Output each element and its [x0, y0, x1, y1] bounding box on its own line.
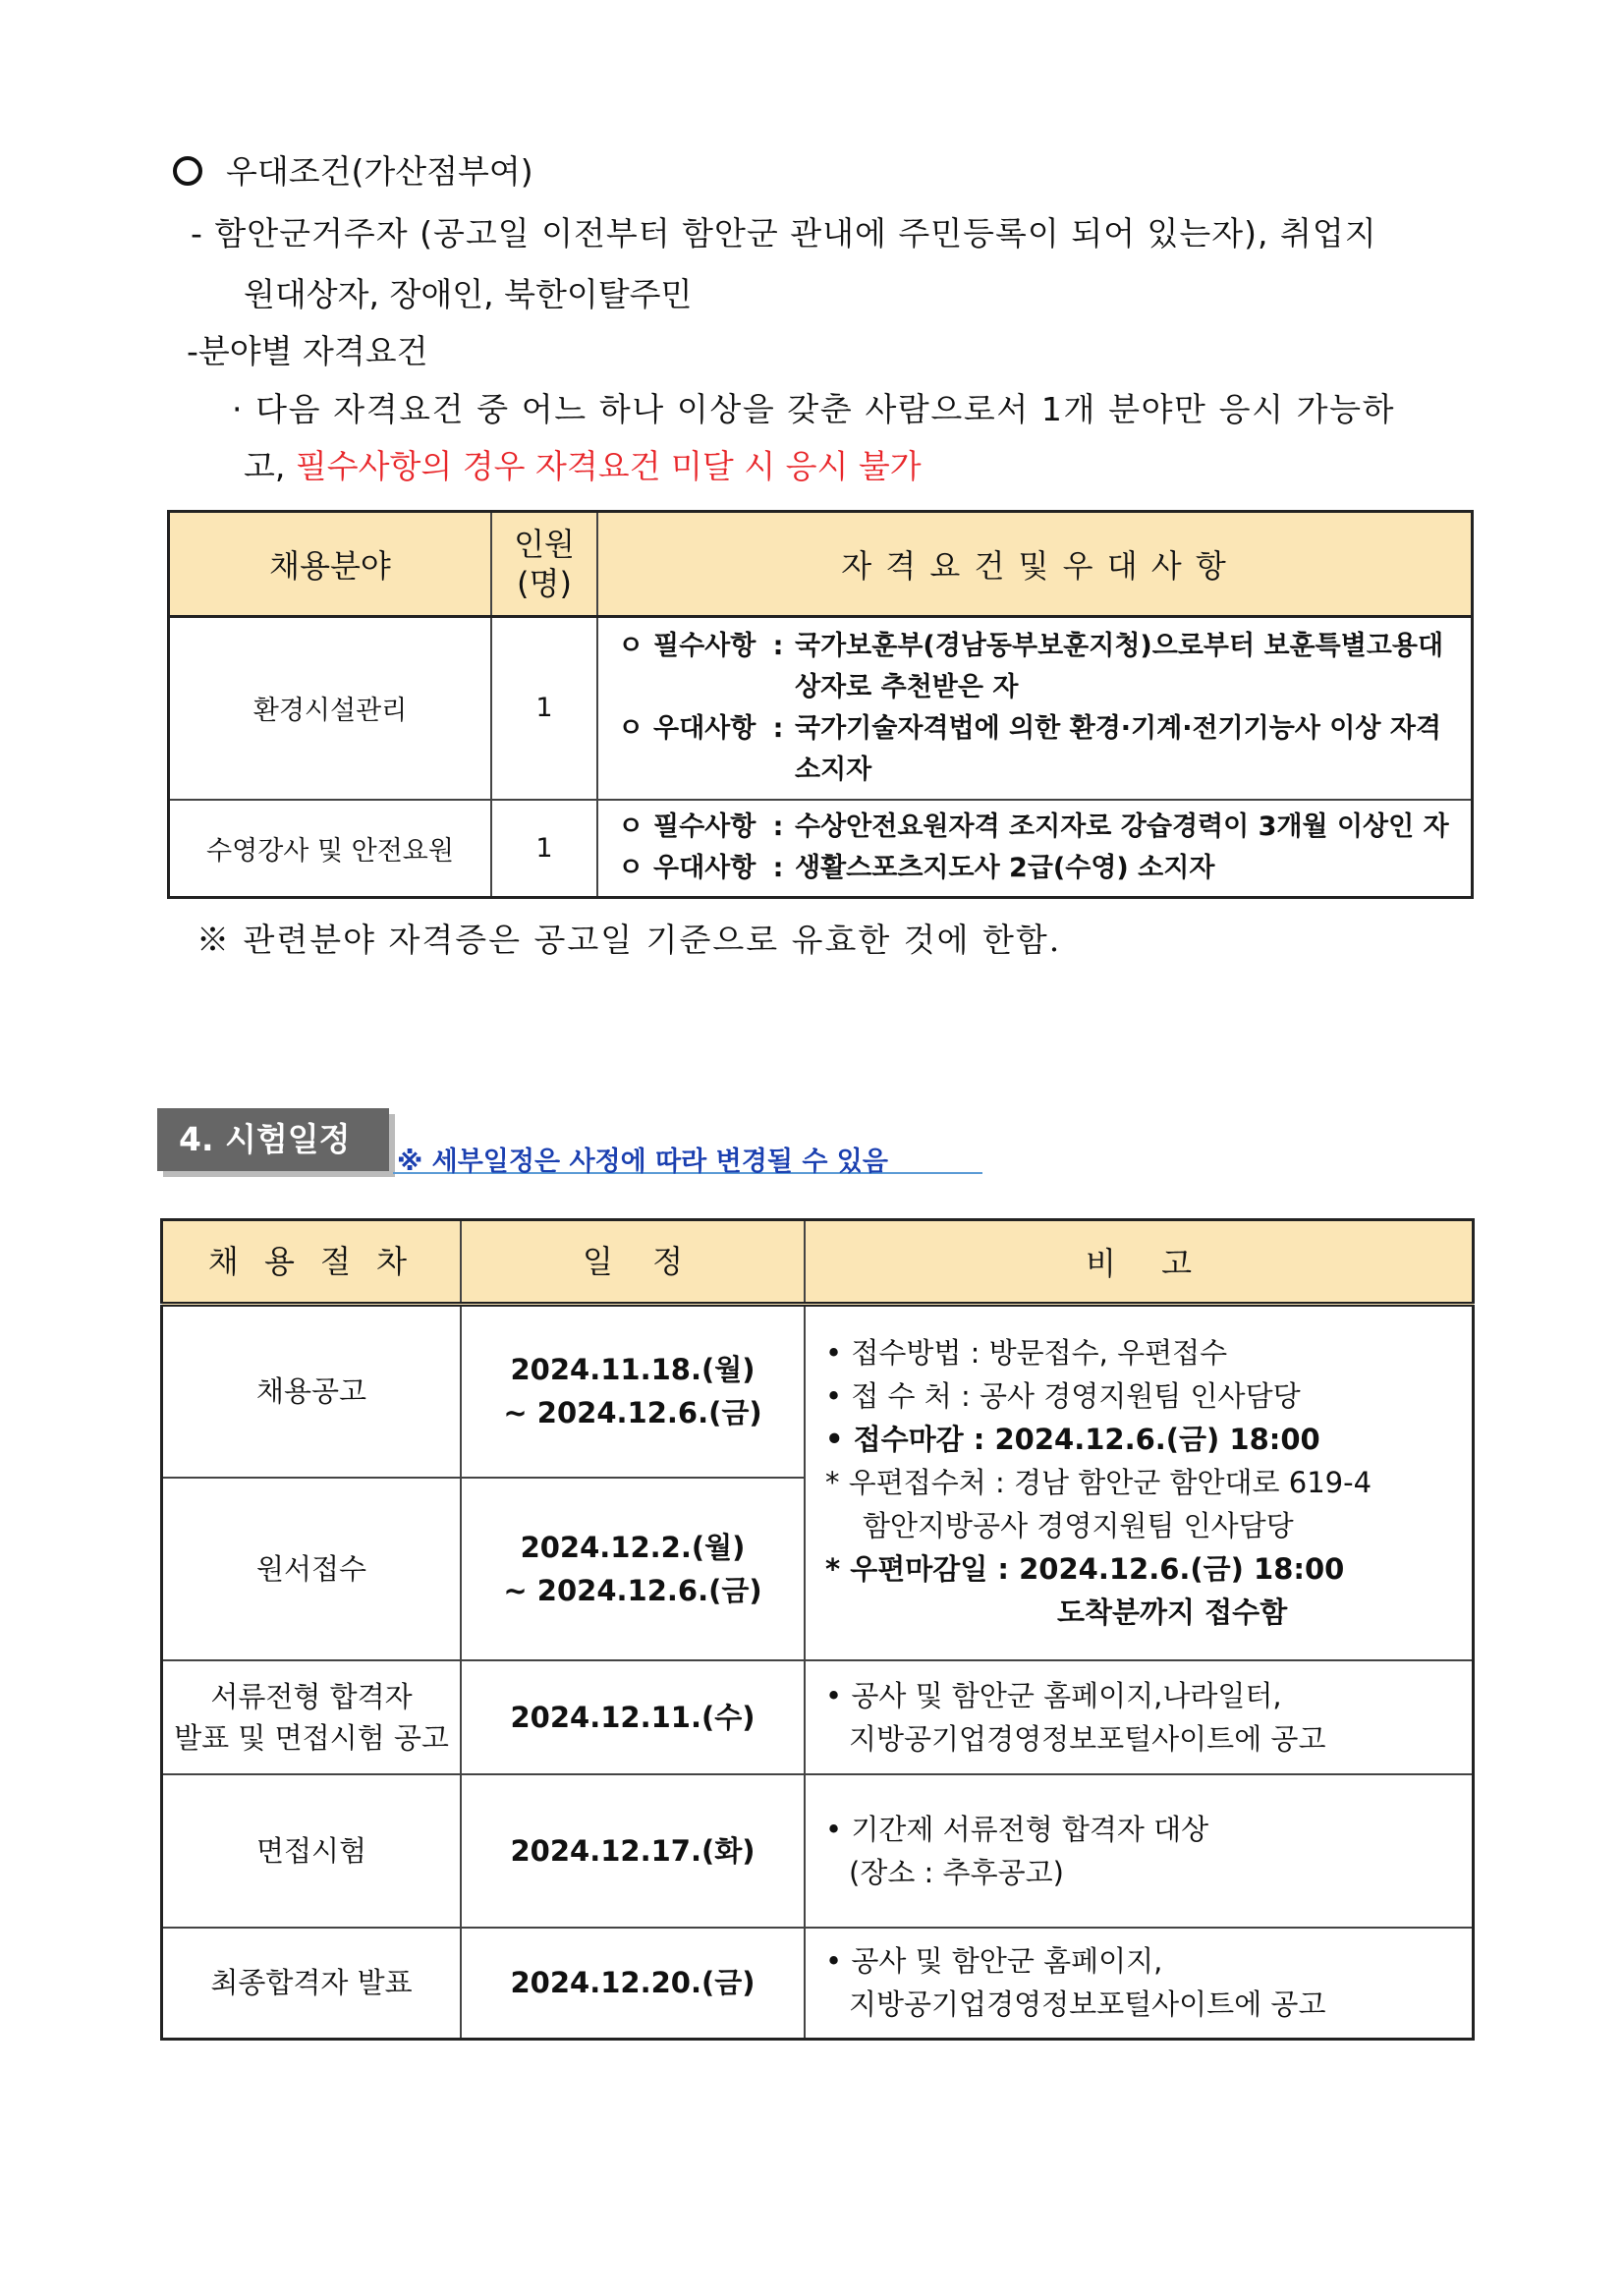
date-start: 2024.11.18.(월)	[510, 1353, 756, 1387]
date-end: ~ 2024.12.6.(금)	[503, 1396, 762, 1430]
preference-title: 우대조건(가산점부여)	[226, 152, 533, 191]
final-notes	[805, 1928, 1474, 2040]
note-line: 지방공기업경영정보포털사이트에 공고	[849, 1988, 1326, 2022]
requirement-sep: :	[772, 630, 784, 661]
note-line: 함안지방공사 경영지원팀 인사담당	[863, 1509, 1294, 1543]
bullet-icon: ㅇ	[618, 853, 644, 884]
field-count: 1	[491, 617, 597, 800]
note-line: • 접 수 처 : 공사 경영지원팀 인사담당	[825, 1379, 1301, 1414]
requirement-item	[618, 848, 1457, 889]
note-line: • 기간제 서류전형 합격자 대상	[825, 1812, 1209, 1846]
note-line: • 공사 및 함안군 홈페이지,나라일터,	[825, 1678, 1282, 1712]
table-row	[162, 1774, 1474, 1928]
step-name-line-1: 서류전형 합격자	[210, 1679, 413, 1713]
schedule-header-row	[162, 1220, 1474, 1305]
note-line: * 우편마감일 : 2024.12.6.(금) 18:00	[825, 1552, 1345, 1587]
step-date	[461, 1478, 805, 1660]
qualification-table	[167, 510, 1474, 899]
preference-line-2: 원대상자, 장애인, 북한이탈주민	[244, 275, 693, 313]
date-end: ~ 2024.12.6.(금)	[503, 1573, 762, 1607]
note-line: • 접수마감 : 2024.12.6.(금) 18:00	[825, 1423, 1320, 1457]
section-badge: 4. 시험일정	[157, 1108, 389, 1171]
requirement-key: 우대사항	[653, 853, 756, 884]
circle-bullet-icon	[173, 156, 202, 186]
note-line: (장소 : 추후공고)	[849, 1855, 1064, 1889]
table-row	[162, 1660, 1474, 1774]
preference-title-row	[173, 152, 533, 192]
schedule-table	[160, 1218, 1475, 2041]
requirement-sep: :	[772, 812, 784, 843]
table-row	[162, 1305, 1474, 1478]
header-field: 채용분야	[169, 512, 492, 617]
preference-line-1: - 함안군거주자 (공고일 이전부터 함안군 관내에 주민등록이 되어 있는자), 취업지	[191, 214, 1377, 252]
schedule-note: ※ 세부일정은 사정에 따라 변경될 수 있음	[397, 1147, 888, 1177]
requirement-key: 필수사항	[653, 812, 756, 843]
condition-line-1: · 다음 자격요건 중 어느 하나 이상을 갖춘 사람으로서 1개 분야만 응시 가능하	[232, 390, 1396, 428]
step-name: 원서접수	[162, 1478, 462, 1660]
note-line: 지방공기업경영정보포털사이트에 공고	[849, 1721, 1326, 1756]
step-date: 2024.12.11.(수)	[461, 1660, 805, 1774]
step-name: 최종합격자 발표	[162, 1928, 462, 2040]
date-start: 2024.12.2.(월)	[520, 1530, 746, 1564]
step-date: 2024.12.17.(화)	[461, 1774, 805, 1928]
note-line: 도착분까지 접수함	[1057, 1596, 1288, 1630]
step-date: 2024.12.20.(금)	[461, 1928, 805, 2040]
note-line: • 접수방법 : 방문접수, 우편접수	[825, 1336, 1228, 1371]
field-count: 1	[491, 800, 597, 898]
field-name: 환경시설관리	[169, 617, 492, 800]
receipt-notes	[805, 1305, 1474, 1660]
step-name-line-2: 발표 및 면접시험 공고	[174, 1720, 449, 1755]
field-name: 수영강사 및 안전요원	[169, 800, 492, 898]
requirement-value: 수상안전요원자격 조지자로 강습경력이 3개월 이상인 자	[795, 812, 1449, 843]
field-requirements-title: -분야별 자격요건	[187, 332, 428, 370]
requirement-value: 국가기술자격법에 의한 환경·기계·전기기능사 이상 자격소지자	[795, 712, 1441, 785]
interview-notes	[805, 1774, 1474, 1928]
header-count: 인원 (명)	[491, 512, 597, 617]
requirement-value: 생활스포츠지도사 2급(수영) 소지자	[795, 853, 1215, 884]
table-row	[169, 617, 1473, 800]
header-date: 일 정	[461, 1220, 805, 1305]
qualification-footnote: ※ 관련분야 자격증은 공고일 기준으로 유효한 것에 한함.	[196, 921, 1062, 959]
requirement-key: 필수사항	[653, 630, 756, 661]
bullet-icon: ㅇ	[618, 630, 644, 661]
requirement-item	[618, 626, 1457, 708]
note-line: • 공사 및 함안군 홈페이지,	[825, 1944, 1163, 1979]
requirement-sep: :	[772, 853, 784, 884]
step-name: 채용공고	[162, 1305, 462, 1478]
condition-line-2-text: 고,	[244, 447, 296, 485]
requirement-item	[618, 708, 1457, 791]
requirement-item	[618, 807, 1457, 848]
requirement-key: 우대사항	[653, 712, 756, 744]
step-date	[461, 1305, 805, 1478]
condition-line-2	[244, 447, 922, 486]
step-name	[162, 1660, 462, 1774]
header-requirements: 자 격 요 건 및 우 대 사 항	[597, 512, 1473, 617]
bullet-icon: ㅇ	[618, 712, 644, 744]
requirements-cell	[597, 617, 1473, 800]
doc-notes	[805, 1660, 1474, 1774]
step-name: 면접시험	[162, 1774, 462, 1928]
requirement-value: 국가보훈부(경남동부보훈지청)으로부터 보훈특별고용대상자로 추천받은 자	[795, 630, 1444, 702]
requirements-cell	[597, 800, 1473, 898]
table-row	[169, 800, 1473, 898]
note-line: * 우편접수처 : 경남 함안군 함안대로 619-4	[825, 1466, 1372, 1500]
header-step: 채 용 절 차	[162, 1220, 462, 1305]
table-row	[162, 1928, 1474, 2040]
header-note: 비 고	[805, 1220, 1474, 1305]
requirement-sep: :	[772, 712, 784, 744]
bullet-icon: ㅇ	[618, 812, 644, 843]
mandatory-warning: 필수사항의 경우 자격요건 미달 시 응시 불가	[295, 447, 922, 485]
qualification-header-row	[169, 512, 1473, 617]
